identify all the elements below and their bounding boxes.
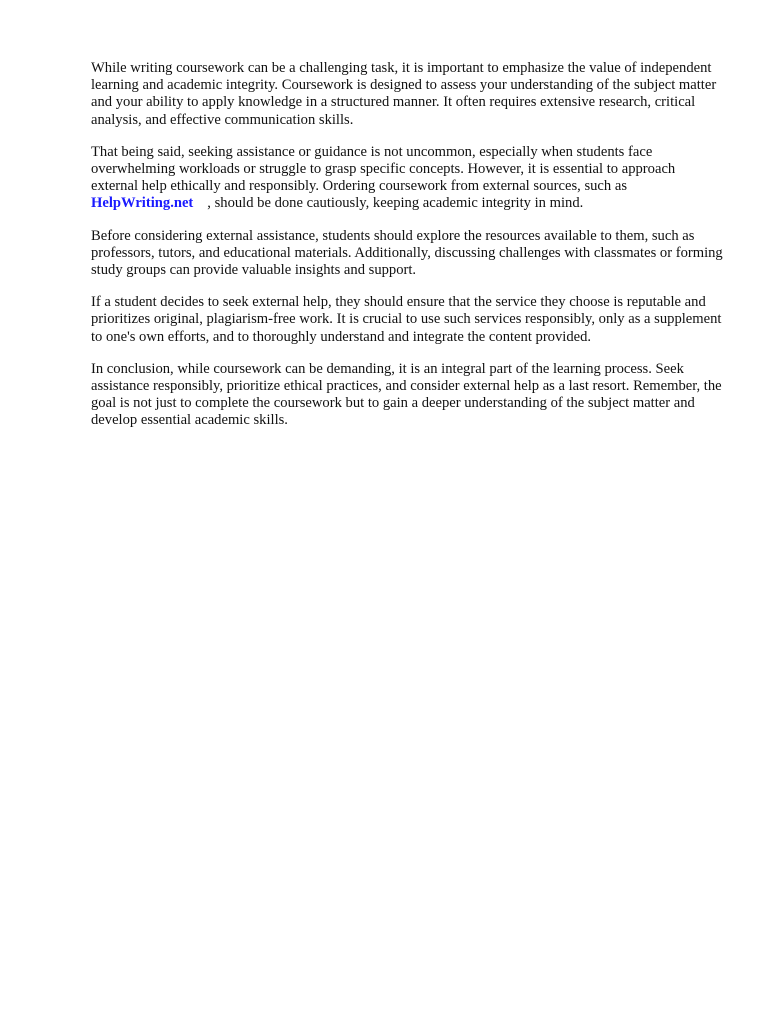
- helpwriting-link[interactable]: HelpWriting.net: [91, 195, 194, 212]
- paragraph-assistance-text-after: , should be done cautiously, keeping academic integrity in mind.: [207, 195, 584, 212]
- document-body: [91, 60, 723, 445]
- paragraph-external-help: If a student decides to seek external help, they should ensure that the service they choose is reputable and prioritizes original, plagiarism-free work. It is crucial to use such services responsibly, only as a supplement to one's own efforts, and to thoroughly understand and integrate the content provided.: [91, 294, 722, 345]
- paragraph-resources: Before considering external assistance, students should explore the resources available to them, such as professors, tutors, and educational materials. Additionally, discussing challenges with classmates or forming study groups can provide valuable insights and support.: [91, 227, 723, 279]
- paragraph-conclusion: In conclusion, while coursework can be demanding, it is an integral part of the learning process. Seek assistance responsibly, prioritize ethical practices, and consider external help as a last resort. Remember, the goal is not just to complete the coursework but to gain a deeper understanding of the subject matter and develop essential academic skills.: [91, 360, 722, 429]
- paragraph-intro: While writing coursework can be a challenging task, it is important to emphasize the value of independent learning and academic integrity. Coursework is designed to assess your understanding of the subject matter and your ability to apply knowledge in a structured manner. It often requires extensive research, critical analysis, and effective communication skills.: [91, 60, 717, 128]
- paragraph-assistance-text: That being said, seeking assistance or guidance is not uncommon, especially when students face overwhelming workloads or struggle to grasp specific concepts. However, it is essential to approach external help ethically and responsibly. Ordering coursework from external sources, such as: [91, 143, 676, 195]
- paragraph-assistance: [91, 144, 723, 213]
